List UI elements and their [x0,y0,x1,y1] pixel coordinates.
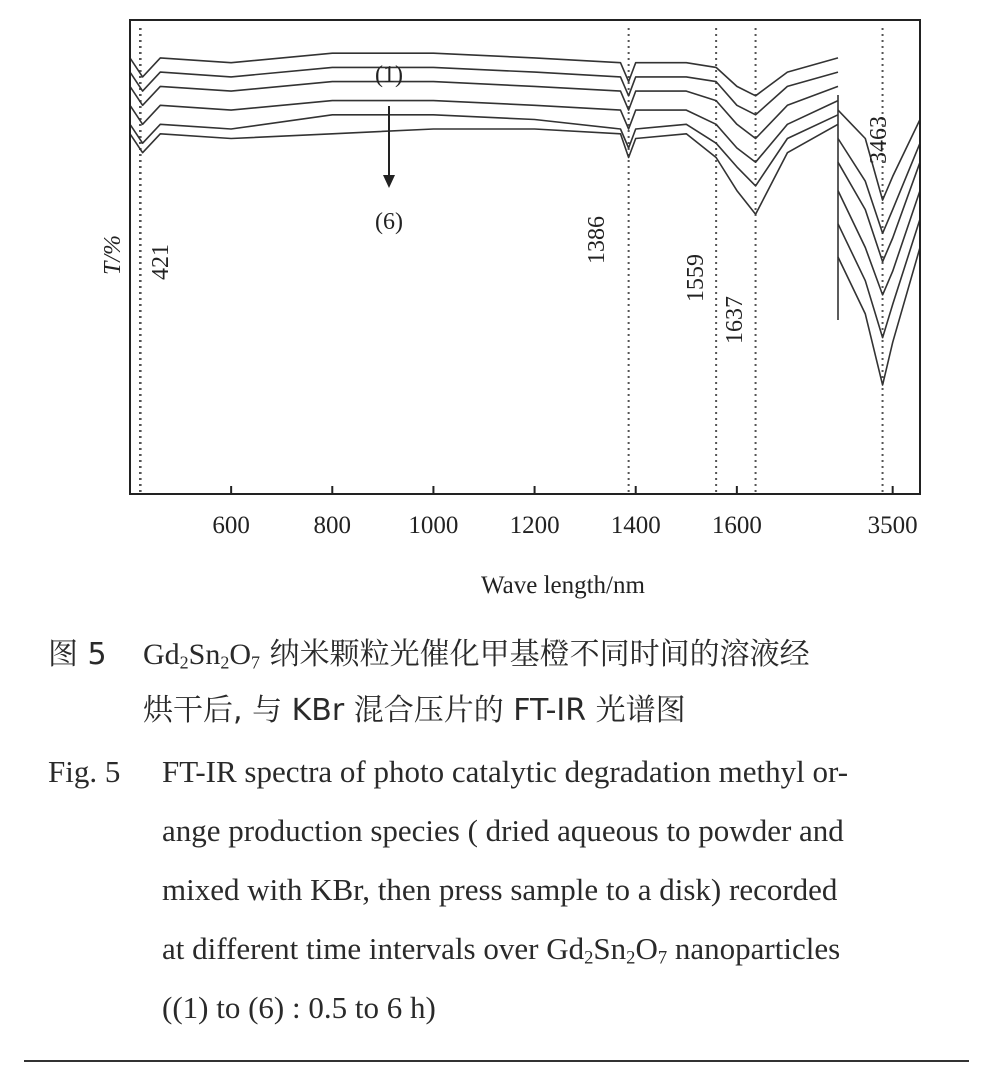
caption-en-line4: at different time intervals over $Gd_2Sn_2O_7$ nanoparticles [162,931,841,969]
caption-cn-text: 纳米颗粒光催化甲基橙不同时间的溶液经 [269,637,810,672]
series-label-last: (6) [375,209,403,235]
series-arrow-head [383,175,395,188]
bottom-rule [24,1060,969,1062]
series-line-3 [838,162,920,262]
x-tick-label: 600 [212,512,250,539]
peak-label: 1559 [683,254,709,302]
caption-en-line5: ((1) to (6) : 0.5 to 6 h) [162,990,436,1025]
series-line-4 [130,101,838,163]
reference-lines [140,28,883,492]
series-range-marker [375,62,403,235]
series-line-5 [130,115,838,186]
series-line-5 [838,219,920,338]
series-line-6 [130,124,838,214]
caption-cn-formula: $Gd_2Sn_2O_7$ [143,638,261,673]
x-tick-label: 1600 [711,512,762,539]
y-axis-label: T/% [100,234,126,276]
x-tick-label: 1400 [610,512,661,539]
caption-en-label: Fig. 5 [48,754,121,789]
caption-cn-line2: 烘干后, 与 KBr 混合压片的 FT-IR 光谱图 [143,693,686,728]
x-tick-label: 3500 [867,512,918,539]
plot-frame [130,20,920,494]
x-tick-label: 1000 [408,512,459,539]
spectra-series [130,53,920,385]
peak-label: 1637 [722,296,748,344]
caption-cn-label: 图 5 [48,637,107,672]
x-tick-label: 800 [313,512,352,539]
caption-en-formula: $Gd_2Sn_2O_7$ [546,931,668,969]
peak-label: 1386 [584,216,610,264]
peak-label: 3463 [866,116,892,164]
peak-label: 421 [148,244,174,280]
caption-cn-line1 [143,637,810,673]
series-line-6 [838,248,920,386]
series-line-1 [130,53,838,96]
caption-en-line1: FT-IR spectra of photo catalytic degradation methyl or- [162,754,849,789]
caption-en-line3: mixed with KBr, then press sample to a disk) recorded [162,872,838,907]
series-label-first: (1) [375,62,403,88]
caption-en-line2: ange production species ( dried aqueous to powder and [162,813,844,848]
x-tick-label: 1200 [509,512,560,539]
series-line-4 [838,191,920,295]
x-axis-label: Wave length/nm [481,572,645,599]
